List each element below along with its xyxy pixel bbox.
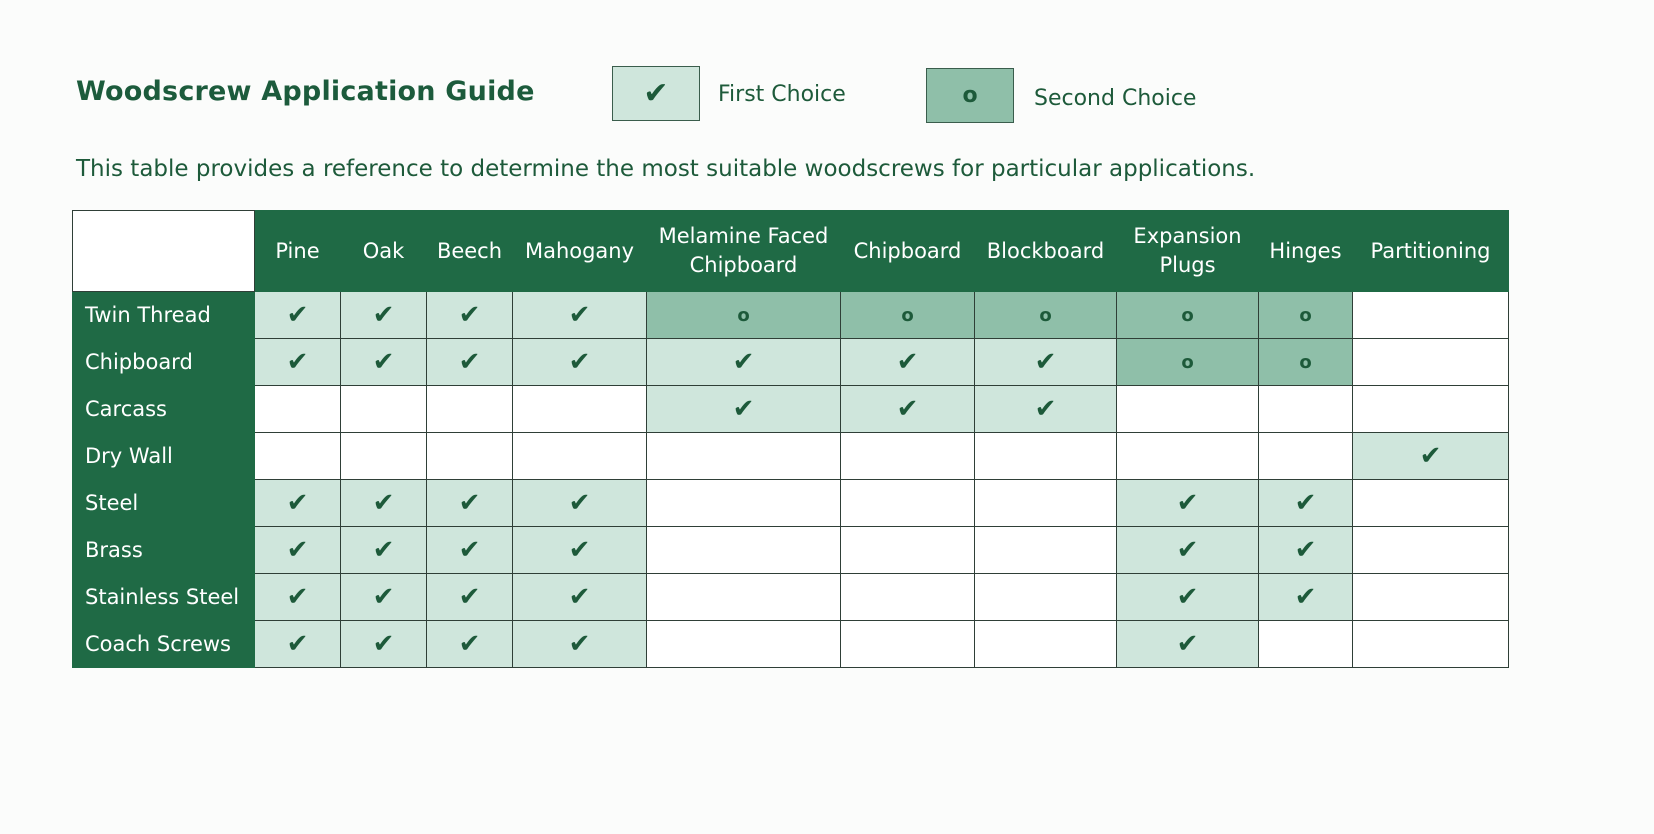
table-row [73, 527, 1509, 574]
empty-cell [841, 480, 975, 527]
first-choice-cell [341, 292, 427, 339]
column-header: Pine [255, 211, 341, 292]
table-header-row [73, 211, 1509, 292]
column-header: Mahogany [513, 211, 647, 292]
empty-cell [841, 527, 975, 574]
first-choice-cell [255, 527, 341, 574]
first-choice-cell [255, 574, 341, 621]
table-row [73, 621, 1509, 668]
column-header: Blockboard [975, 211, 1117, 292]
first-choice-cell [1117, 527, 1259, 574]
first-choice-cell [427, 292, 513, 339]
empty-cell [647, 574, 841, 621]
empty-cell [255, 433, 341, 480]
first-choice-cell [427, 339, 513, 386]
first-choice-cell [255, 621, 341, 668]
empty-cell [1353, 574, 1509, 621]
row-label: Stainless Steel [73, 574, 255, 621]
empty-cell [427, 386, 513, 433]
second-choice-cell [1259, 292, 1353, 339]
empty-cell [1353, 386, 1509, 433]
empty-cell [1353, 339, 1509, 386]
intro-text: This table provides a reference to determine the most suitable woodscrews for particular applications. [76, 156, 1256, 182]
first-choice-cell [427, 621, 513, 668]
empty-cell [647, 621, 841, 668]
first-choice-cell [341, 574, 427, 621]
first-choice-cell [341, 527, 427, 574]
circle-icon: o [1299, 304, 1312, 326]
check-icon: ✔ [732, 347, 755, 377]
circle-icon: o [737, 304, 750, 326]
column-header: Expansion Plugs [1117, 211, 1259, 292]
check-icon: ✔ [286, 535, 309, 565]
empty-cell [841, 621, 975, 668]
check-icon: ✔ [372, 535, 395, 565]
first-choice-cell [341, 621, 427, 668]
empty-cell [975, 574, 1117, 621]
first-choice-cell [513, 574, 647, 621]
legend-second-choice-swatch [926, 68, 1014, 123]
check-icon: ✔ [568, 629, 591, 659]
check-icon: ✔ [568, 488, 591, 518]
column-header: Oak [341, 211, 427, 292]
check-icon: ✔ [286, 300, 309, 330]
first-choice-cell [841, 386, 975, 433]
legend-second-choice-label: Second Choice [1034, 86, 1197, 111]
table-body [73, 292, 1509, 668]
first-choice-cell [513, 339, 647, 386]
first-choice-cell [427, 574, 513, 621]
check-icon: ✔ [372, 629, 395, 659]
check-icon: ✔ [1176, 629, 1199, 659]
check-icon: ✔ [1176, 582, 1199, 612]
empty-cell [647, 527, 841, 574]
first-choice-cell [841, 339, 975, 386]
empty-cell [427, 433, 513, 480]
check-icon: ✔ [568, 347, 591, 377]
check-icon: ✔ [896, 394, 919, 424]
column-header: Beech [427, 211, 513, 292]
empty-cell [1117, 386, 1259, 433]
column-header: Melamine Faced Chipboard [647, 211, 841, 292]
circle-icon: o [901, 304, 914, 326]
empty-cell [975, 480, 1117, 527]
empty-cell [341, 433, 427, 480]
check-icon: ✔ [1294, 488, 1317, 518]
first-choice-cell [1259, 574, 1353, 621]
circle-icon: o [1039, 304, 1052, 326]
check-icon: ✔ [286, 347, 309, 377]
second-choice-cell [1117, 292, 1259, 339]
empty-cell [1353, 292, 1509, 339]
first-choice-cell [341, 339, 427, 386]
check-icon: ✔ [372, 300, 395, 330]
first-choice-cell [1259, 527, 1353, 574]
circle-icon: o [962, 83, 978, 108]
first-choice-cell [647, 386, 841, 433]
first-choice-cell [255, 339, 341, 386]
empty-cell [1259, 433, 1353, 480]
table-row [73, 574, 1509, 621]
check-icon: ✔ [372, 488, 395, 518]
empty-cell [1353, 621, 1509, 668]
first-choice-cell [513, 292, 647, 339]
check-icon: ✔ [1034, 394, 1057, 424]
row-label: Twin Thread [73, 292, 255, 339]
empty-cell [513, 433, 647, 480]
row-label: Brass [73, 527, 255, 574]
table-row [73, 386, 1509, 433]
empty-cell [1259, 621, 1353, 668]
empty-cell [1259, 386, 1353, 433]
check-icon: ✔ [286, 488, 309, 518]
empty-cell [341, 386, 427, 433]
empty-cell [841, 433, 975, 480]
empty-cell [975, 621, 1117, 668]
circle-icon: o [1181, 351, 1194, 373]
check-icon: ✔ [458, 300, 481, 330]
table-row [73, 433, 1509, 480]
column-header: Hinges [1259, 211, 1353, 292]
first-choice-cell [427, 527, 513, 574]
check-icon: ✔ [1176, 535, 1199, 565]
empty-cell [1353, 527, 1509, 574]
empty-cell [975, 433, 1117, 480]
first-choice-cell [513, 621, 647, 668]
row-label: Carcass [73, 386, 255, 433]
row-label: Steel [73, 480, 255, 527]
circle-icon: o [1181, 304, 1194, 326]
check-icon: ✔ [1419, 441, 1442, 471]
empty-cell [1353, 480, 1509, 527]
first-choice-cell [1117, 480, 1259, 527]
first-choice-cell [1117, 574, 1259, 621]
column-header: Chipboard [841, 211, 975, 292]
check-icon: ✔ [372, 347, 395, 377]
first-choice-cell [341, 480, 427, 527]
first-choice-cell [1353, 433, 1509, 480]
application-guide-table [72, 210, 1509, 668]
empty-cell [647, 480, 841, 527]
first-choice-cell [513, 480, 647, 527]
check-icon: ✔ [458, 488, 481, 518]
check-icon: ✔ [643, 76, 669, 111]
first-choice-cell [513, 527, 647, 574]
first-choice-cell [647, 339, 841, 386]
check-icon: ✔ [286, 629, 309, 659]
first-choice-cell [255, 480, 341, 527]
empty-cell [255, 386, 341, 433]
legend-first-choice-swatch [612, 66, 700, 121]
first-choice-cell [975, 339, 1117, 386]
check-icon: ✔ [286, 582, 309, 612]
first-choice-cell [255, 292, 341, 339]
empty-cell [1117, 433, 1259, 480]
table-row [73, 480, 1509, 527]
check-icon: ✔ [1176, 488, 1199, 518]
empty-cell [647, 433, 841, 480]
empty-cell [513, 386, 647, 433]
first-choice-cell [975, 386, 1117, 433]
table-row [73, 292, 1509, 339]
check-icon: ✔ [458, 629, 481, 659]
circle-icon: o [1299, 351, 1312, 373]
second-choice-cell [975, 292, 1117, 339]
second-choice-cell [1117, 339, 1259, 386]
column-header: Partitioning [1353, 211, 1509, 292]
second-choice-cell [647, 292, 841, 339]
check-icon: ✔ [1294, 582, 1317, 612]
first-choice-cell [1259, 480, 1353, 527]
check-icon: ✔ [458, 535, 481, 565]
check-icon: ✔ [372, 582, 395, 612]
empty-cell [841, 574, 975, 621]
check-icon: ✔ [568, 535, 591, 565]
check-icon: ✔ [458, 347, 481, 377]
check-icon: ✔ [568, 582, 591, 612]
second-choice-cell [1259, 339, 1353, 386]
table-corner-cell [73, 211, 255, 292]
first-choice-cell [1117, 621, 1259, 668]
table-row [73, 339, 1509, 386]
page-title: Woodscrew Application Guide [76, 76, 535, 107]
row-label: Coach Screws [73, 621, 255, 668]
second-choice-cell [841, 292, 975, 339]
row-label: Chipboard [73, 339, 255, 386]
empty-cell [975, 527, 1117, 574]
check-icon: ✔ [732, 394, 755, 424]
check-icon: ✔ [568, 300, 591, 330]
check-icon: ✔ [458, 582, 481, 612]
legend-first-choice-label: First Choice [718, 82, 846, 107]
check-icon: ✔ [896, 347, 919, 377]
row-label: Dry Wall [73, 433, 255, 480]
check-icon: ✔ [1034, 347, 1057, 377]
check-icon: ✔ [1294, 535, 1317, 565]
first-choice-cell [427, 480, 513, 527]
